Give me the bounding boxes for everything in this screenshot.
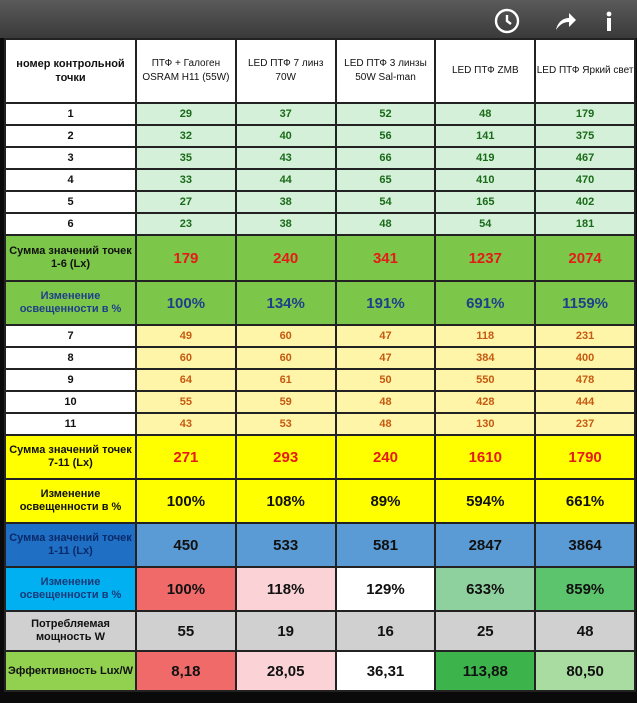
point-row-cell: 55 <box>136 391 236 413</box>
point-row-cell: 179 <box>535 103 635 125</box>
percent-7-11-row-cell: 594% <box>435 479 535 523</box>
point-row-label: 5 <box>5 191 136 213</box>
header-row-cell: ПТФ + Галоген OSRAM H11 (55W) <box>136 39 236 103</box>
point-row-cell: 33 <box>136 169 236 191</box>
sum-7-11-row <box>5 435 635 479</box>
point-row-label: 8 <box>5 347 136 369</box>
percent-7-11-row <box>5 479 635 523</box>
point-row-cell: 53 <box>236 413 336 435</box>
sum-1-11-row-cell: 3864 <box>535 523 635 567</box>
clock-icon[interactable] <box>494 8 520 34</box>
point-row-cell: 37 <box>236 103 336 125</box>
sum-7-11-row-cell: 1790 <box>535 435 635 479</box>
point-row-cell: 43 <box>136 413 236 435</box>
efficiency-row-cell: 28,05 <box>236 651 336 691</box>
percent-1-6-row-cell: 134% <box>236 281 336 325</box>
point-row-cell: 48 <box>336 213 436 235</box>
point-row-cell: 60 <box>136 347 236 369</box>
percent-1-6-row-cell: 691% <box>435 281 535 325</box>
efficiency-row-label: Эффективность Lux/W <box>5 651 136 691</box>
point-row-cell: 47 <box>336 325 436 347</box>
power-row-cell: 55 <box>136 611 236 651</box>
power-row-cell: 25 <box>435 611 535 651</box>
point-row-label: 1 <box>5 103 136 125</box>
point-row <box>5 347 635 369</box>
percent-1-11-row-cell: 100% <box>136 567 236 611</box>
power-row-cell: 16 <box>336 611 436 651</box>
point-row-cell: 23 <box>136 213 236 235</box>
sum-1-6-row-label: Сумма значений точек 1-6 (Lx) <box>5 235 136 281</box>
sum-1-11-row-cell: 533 <box>236 523 336 567</box>
point-row-cell: 60 <box>236 347 336 369</box>
percent-1-6-row-cell: 100% <box>136 281 236 325</box>
point-row-cell: 38 <box>236 213 336 235</box>
data-table-sheet <box>4 38 634 686</box>
efficiency-row <box>5 651 635 691</box>
point-row-cell: 402 <box>535 191 635 213</box>
sum-1-6-row <box>5 235 635 281</box>
point-row-cell: 29 <box>136 103 236 125</box>
point-row-cell: 59 <box>236 391 336 413</box>
percent-7-11-row-cell: 108% <box>236 479 336 523</box>
sum-1-11-row-cell: 2847 <box>435 523 535 567</box>
sum-7-11-row-cell: 240 <box>336 435 436 479</box>
video-top-bar <box>0 0 637 38</box>
point-row-cell: 470 <box>535 169 635 191</box>
sum-1-6-row-cell: 179 <box>136 235 236 281</box>
point-row-cell: 43 <box>236 147 336 169</box>
point-row-cell: 428 <box>435 391 535 413</box>
point-row-cell: 54 <box>336 191 436 213</box>
point-row-cell: 410 <box>435 169 535 191</box>
power-row <box>5 611 635 651</box>
point-row-cell: 467 <box>535 147 635 169</box>
point-row-cell: 38 <box>236 191 336 213</box>
point-row-cell: 56 <box>336 125 436 147</box>
header-row <box>5 39 635 103</box>
point-row-cell: 50 <box>336 369 436 391</box>
point-row <box>5 369 635 391</box>
point-row-cell: 64 <box>136 369 236 391</box>
sum-1-11-row-label: Сумма значений точек 1-11 (Lx) <box>5 523 136 567</box>
percent-1-6-row-cell: 1159% <box>535 281 635 325</box>
header-row-cell: LED ПТФ 3 линзы 50W Sal-man <box>336 39 436 103</box>
percent-1-11-row <box>5 567 635 611</box>
sum-7-11-row-cell: 271 <box>136 435 236 479</box>
percent-7-11-row-cell: 100% <box>136 479 236 523</box>
point-row-label: 6 <box>5 213 136 235</box>
point-row-cell: 419 <box>435 147 535 169</box>
sum-1-6-row-cell: 341 <box>336 235 436 281</box>
point-row-cell: 54 <box>435 213 535 235</box>
sum-7-11-row-cell: 293 <box>236 435 336 479</box>
point-row-cell: 400 <box>535 347 635 369</box>
point-row <box>5 391 635 413</box>
point-row <box>5 413 635 435</box>
point-row-cell: 32 <box>136 125 236 147</box>
efficiency-row-cell: 80,50 <box>535 651 635 691</box>
power-row-cell: 48 <box>535 611 635 651</box>
point-row-label: 10 <box>5 391 136 413</box>
point-row <box>5 213 635 235</box>
point-row-label: 2 <box>5 125 136 147</box>
sum-1-11-row-cell: 581 <box>336 523 436 567</box>
percent-1-11-row-cell: 859% <box>535 567 635 611</box>
point-row-label: 9 <box>5 369 136 391</box>
power-row-label: Потребляемая мощность W <box>5 611 136 651</box>
percent-1-11-row-label: Изменение освещенности в % <box>5 567 136 611</box>
sum-1-11-row <box>5 523 635 567</box>
point-row-cell: 52 <box>336 103 436 125</box>
sum-7-11-row-label: Сумма значений точек 7-11 (Lx) <box>5 435 136 479</box>
percent-1-11-row-cell: 118% <box>236 567 336 611</box>
point-row <box>5 191 635 213</box>
point-row <box>5 125 635 147</box>
point-row <box>5 169 635 191</box>
point-row-cell: 40 <box>236 125 336 147</box>
point-row-label: 7 <box>5 325 136 347</box>
efficiency-row-cell: 8,18 <box>136 651 236 691</box>
share-icon[interactable] <box>552 8 578 34</box>
percent-7-11-row-cell: 661% <box>535 479 635 523</box>
point-row <box>5 103 635 125</box>
point-row-cell: 44 <box>236 169 336 191</box>
percent-1-11-row-cell: 633% <box>435 567 535 611</box>
point-row-cell: 444 <box>535 391 635 413</box>
point-row-cell: 65 <box>336 169 436 191</box>
sum-1-11-row-cell: 450 <box>136 523 236 567</box>
efficiency-row-cell: 113,88 <box>435 651 535 691</box>
point-row-cell: 118 <box>435 325 535 347</box>
point-row-cell: 66 <box>336 147 436 169</box>
point-row-cell: 165 <box>435 191 535 213</box>
point-row <box>5 325 635 347</box>
point-row-cell: 478 <box>535 369 635 391</box>
point-row-cell: 35 <box>136 147 236 169</box>
percent-1-6-row <box>5 281 635 325</box>
point-row <box>5 147 635 169</box>
sum-1-6-row-cell: 1237 <box>435 235 535 281</box>
point-row-cell: 48 <box>435 103 535 125</box>
percent-1-11-row-cell: 129% <box>336 567 436 611</box>
power-row-cell: 19 <box>236 611 336 651</box>
point-row-cell: 384 <box>435 347 535 369</box>
point-row-cell: 47 <box>336 347 436 369</box>
point-row-label: 11 <box>5 413 136 435</box>
point-row-cell: 49 <box>136 325 236 347</box>
info-icon[interactable] <box>596 8 622 34</box>
point-row-cell: 231 <box>535 325 635 347</box>
header-row-cell: LED ПТФ Яркий свет <box>535 39 635 103</box>
point-row-cell: 48 <box>336 391 436 413</box>
point-row-cell: 237 <box>535 413 635 435</box>
sum-1-6-row-cell: 2074 <box>535 235 635 281</box>
point-row-cell: 375 <box>535 125 635 147</box>
sum-1-6-row-cell: 240 <box>236 235 336 281</box>
point-row-cell: 27 <box>136 191 236 213</box>
header-row-label: номер контрольной точки <box>5 39 136 103</box>
point-row-cell: 130 <box>435 413 535 435</box>
sum-7-11-row-cell: 1610 <box>435 435 535 479</box>
point-row-cell: 550 <box>435 369 535 391</box>
percent-7-11-row-cell: 89% <box>336 479 436 523</box>
header-row-cell: LED ПТФ 7 линз 70W <box>236 39 336 103</box>
point-row-cell: 61 <box>236 369 336 391</box>
point-row-cell: 48 <box>336 413 436 435</box>
point-row-cell: 60 <box>236 325 336 347</box>
percent-1-6-row-cell: 191% <box>336 281 436 325</box>
point-row-label: 4 <box>5 169 136 191</box>
illumination-table <box>4 38 636 692</box>
point-row-cell: 181 <box>535 213 635 235</box>
header-row-cell: LED ПТФ ZMB <box>435 39 535 103</box>
efficiency-row-cell: 36,31 <box>336 651 436 691</box>
percent-7-11-row-label: Изменение освещенности в % <box>5 479 136 523</box>
point-row-cell: 141 <box>435 125 535 147</box>
point-row-label: 3 <box>5 147 136 169</box>
percent-1-6-row-label: Изменение освещенности в % <box>5 281 136 325</box>
